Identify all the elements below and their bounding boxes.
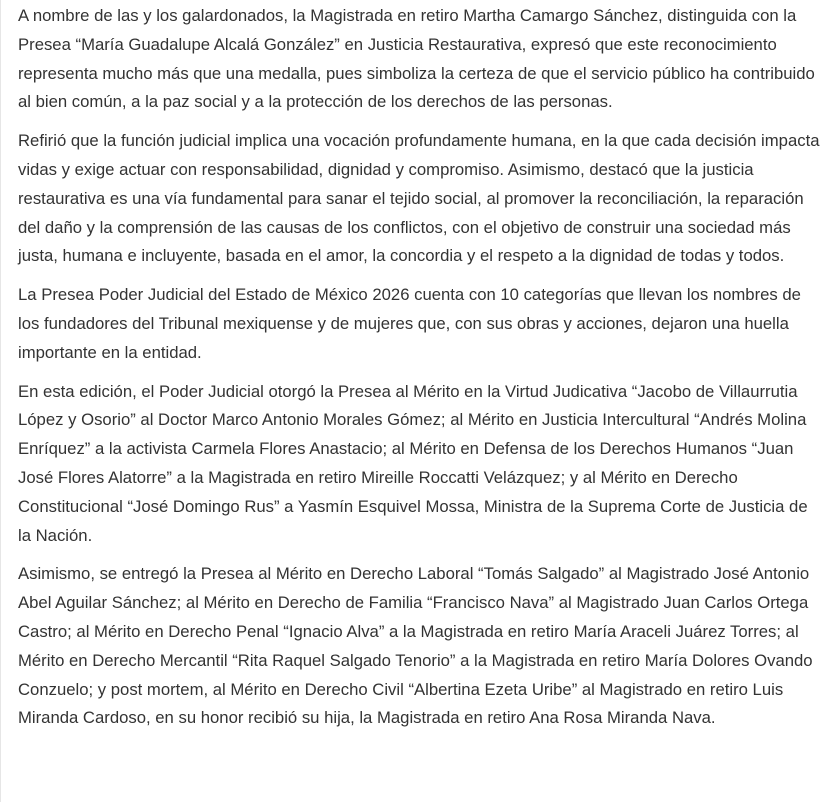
paragraph-additional-awards: Asimismo, se entregó la Presea al Mérito en Derecho Laboral “Tomás Salgado” al Magistrado José Antonio Abel Aguilar Sánchez; al Mérito en Derecho de Familia “Francisco Nava” al Magistrado Juan Carlos Ortega Castro; al Mérito en Derecho Penal “Ignacio Alva” a la Magistrada en retiro María Araceli Juárez Torres; al Mérito en Derecho Mercantil “Rita Raquel Salgado Tenorio” a la Magistrada en retiro María Dolores Ovando Conzuelo; y post mortem, al Mérito en Derecho Civil “Albertina Ezeta Uribe” al Magistrado en retiro Luis Miranda Cardoso, en su honor recibió su hija, la Magistrada en retiro Ana Rosa Miranda Nava.	[18, 564, 813, 728]
paragraph-award-speech: A nombre de las y los galardonados, la Magistrada en retiro Martha Camargo Sánchez, distinguida con la Presea “María Guadalupe Alcalá González” en Justicia Restaurativa, expresó que este reconocimiento representa mucho más que una medalla, pues simboliza la certeza de que el servicio público ha contribuido al bien común, a la paz social y a la protección de los derechos de las personas.	[18, 6, 815, 112]
paragraph-categories: La Presea Poder Judicial del Estado de México 2026 cuenta con 10 categorías que llevan los nombres de los fundadores del Tribunal mexiquense y de mujeres que, con sus obras y acciones, dejaron una huella importante en la entidad.	[18, 285, 801, 362]
paragraph-edition-awards: En esta edición, el Poder Judicial otorgó la Presea al Mérito en la Virtud Judicativa “Jacobo de Villaurrutia López y Osorio” al Doctor Marco Antonio Morales Gómez; al Mérito en Justicia Intercultural “Andrés Molina Enríquez” a la activista Carmela Flores Anastacio; al Mérito en Defensa de los Derechos Humanos “Juan José Flores Alatorre” a la Magistrada en retiro Mireille Roccatti Velázquez; y al Mérito en Derecho Constitucional “José Domingo Rus” a Yasmín Esquivel Mossa, Ministra de la Suprema Corte de Justicia de la Nación.	[18, 381, 808, 545]
paragraph-judicial-function: Refirió que la función judicial implica una vocación profundamente humana, en la que cada decisión impacta vidas y exige actuar con responsabilidad, dignidad y compromiso. Asimismo, destacó que la justicia restaurativa es una vía fundamental para sanar el tejido social, al promover la reconciliación, la reparación del daño y la comprensión de las causas de los conflictos, con el objetivo de construir una sociedad más justa, humana e incluyente, basada en el amor, la concordia y el respeto a la dignidad de todas y todos.	[18, 131, 820, 266]
